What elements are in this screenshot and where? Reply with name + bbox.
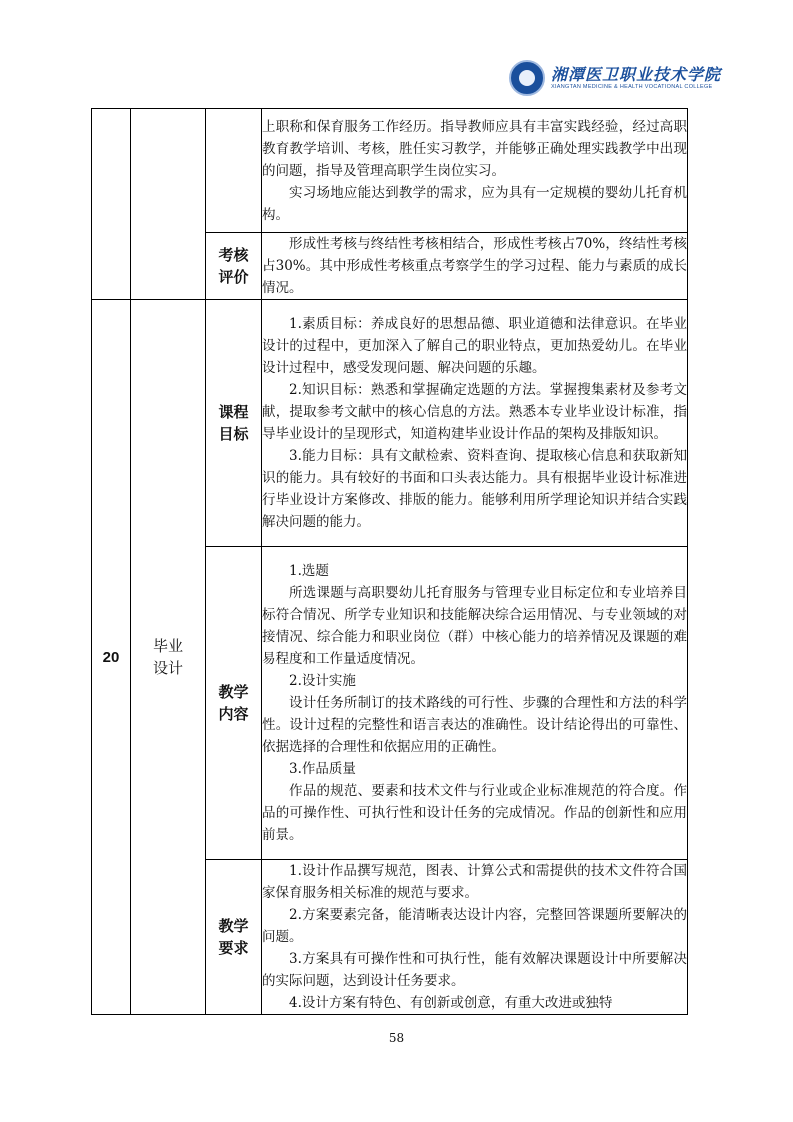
objective-ability: 3.能力目标：具有文献检索、资料查询、提取核心信息和获取新知识的能力。具有较好的书面和口头表达能力。具有根据毕业设计标准进行毕业设计方案修改、排版的能力。能够利用所学理论知识并结合实践解决问题的能力。 (262, 448, 687, 530)
requirement-1: 1.设计作品撰写规范，图表、计算公式和需提供的技术文件符合国家保育服务相关标准的规范与要求。 (262, 863, 687, 901)
objective-knowledge: 2.知识目标：熟悉和掌握确定选题的方法。掌握搜集素材及参考文献，提取参考文献中的核心信息的方法。熟悉本专业毕业设计标准，指导毕业设计的呈现形式，知道构建毕业设计作品的架构及排版知识。 (262, 382, 687, 442)
content-heading-2: 2.设计实施 (289, 673, 356, 689)
content-paragraph-1: 所选课题与高职婴幼儿托育服务与管理专业目标定位和专业培养目标符合情况、所学专业知识和技能解决综合运用情况、与专业领域的对接情况、综合能力和职业岗位（群）中核心能力的培养情况及课题的难易程度和工作量适度情况。 (262, 585, 687, 667)
objectives-label: 课程 目标 (206, 300, 262, 547)
continued-label-cell (206, 109, 262, 233)
course-name-line-2: 设计 (152, 659, 183, 677)
requirements-label: 教学 要求 (206, 860, 262, 1015)
content-paragraph-3: 作品的规范、要素和技术文件与行业或企业标准规范的符合度。作品的可操作性、可执行性和设计任务的完成情况。作品的创新性和应用前景。 (262, 783, 687, 843)
continued-paragraph-1: 上职称和保育服务工作经历。指导教师应具有丰富实践经验，经过高职教育教学培训、考核，胜任实习教学，并能够正确处理实践教学中出现的问题，指导及管理高职学生岗位实习。 (262, 118, 687, 179)
requirement-2: 2.方案要素完备，能清晰表达设计内容，完整回答课题所要解决的问题。 (262, 907, 687, 945)
course-number: 20 (92, 300, 131, 1015)
objectives-row (92, 300, 688, 547)
course-table (91, 108, 688, 1015)
content-heading-1: 1.选题 (289, 563, 329, 579)
continued-paragraph-2: 实习场地应能达到教学的需求，应为具有一定规模的婴幼儿托育机构。 (262, 184, 687, 223)
continued-name-cell (131, 109, 206, 300)
page-number: 58 (388, 1031, 405, 1045)
objective-quality: 1.素质目标：养成良好的思想品德、职业道德和法律意识。在毕业设计的过程中，更加深入了解自己的职业特点，更加热爱幼儿。在毕业设计过程中，感受发现问题、解决问题的乐趣。 (262, 316, 687, 376)
content-text (262, 547, 688, 860)
logo-text: 湘潭医卫职业技术学院 (551, 65, 722, 84)
college-logo (509, 60, 722, 98)
continued-number-cell (92, 109, 131, 300)
course-name-line-1: 毕业 (152, 637, 183, 655)
content-paragraph-2: 设计任务所制订的技术路线的可行性、步骤的合理性和方法的科学性。设计过程的完整性和语言表达的准确性。设计结论得出的可靠性、依据选择的合理性和依据应用的正确性。 (262, 695, 687, 755)
requirements-text (262, 860, 688, 1015)
college-emblem-icon (509, 60, 545, 96)
logo-subtext: XIANGTAN MEDICINE & HEALTH VOCATIONAL COLLEGE (551, 84, 713, 90)
assessment-paragraph: 形成性考核与终结性考核相结合，形成性考核占70%，终结性考核占30%。其中形成性考核重点考察学生的学习过程、能力与素质的成长情况。 (262, 236, 687, 296)
assessment-label: 考核评价 (206, 233, 262, 300)
course-name (131, 300, 206, 1015)
content-heading-3: 3.作品质量 (289, 761, 356, 777)
continued-text-cell (262, 109, 688, 233)
objectives-text (262, 300, 688, 547)
content-label: 教学 内容 (206, 547, 262, 860)
requirement-4: 4.设计方案有特色、有创新或创意，有重大改进或独特 (289, 995, 613, 1011)
continued-row-requirements (92, 109, 688, 233)
requirement-3: 3.方案具有可操作性和可执行性，能有效解决课题设计中所要解决的实际问题，达到设计任务要求。 (262, 951, 687, 989)
assessment-text (262, 233, 688, 300)
